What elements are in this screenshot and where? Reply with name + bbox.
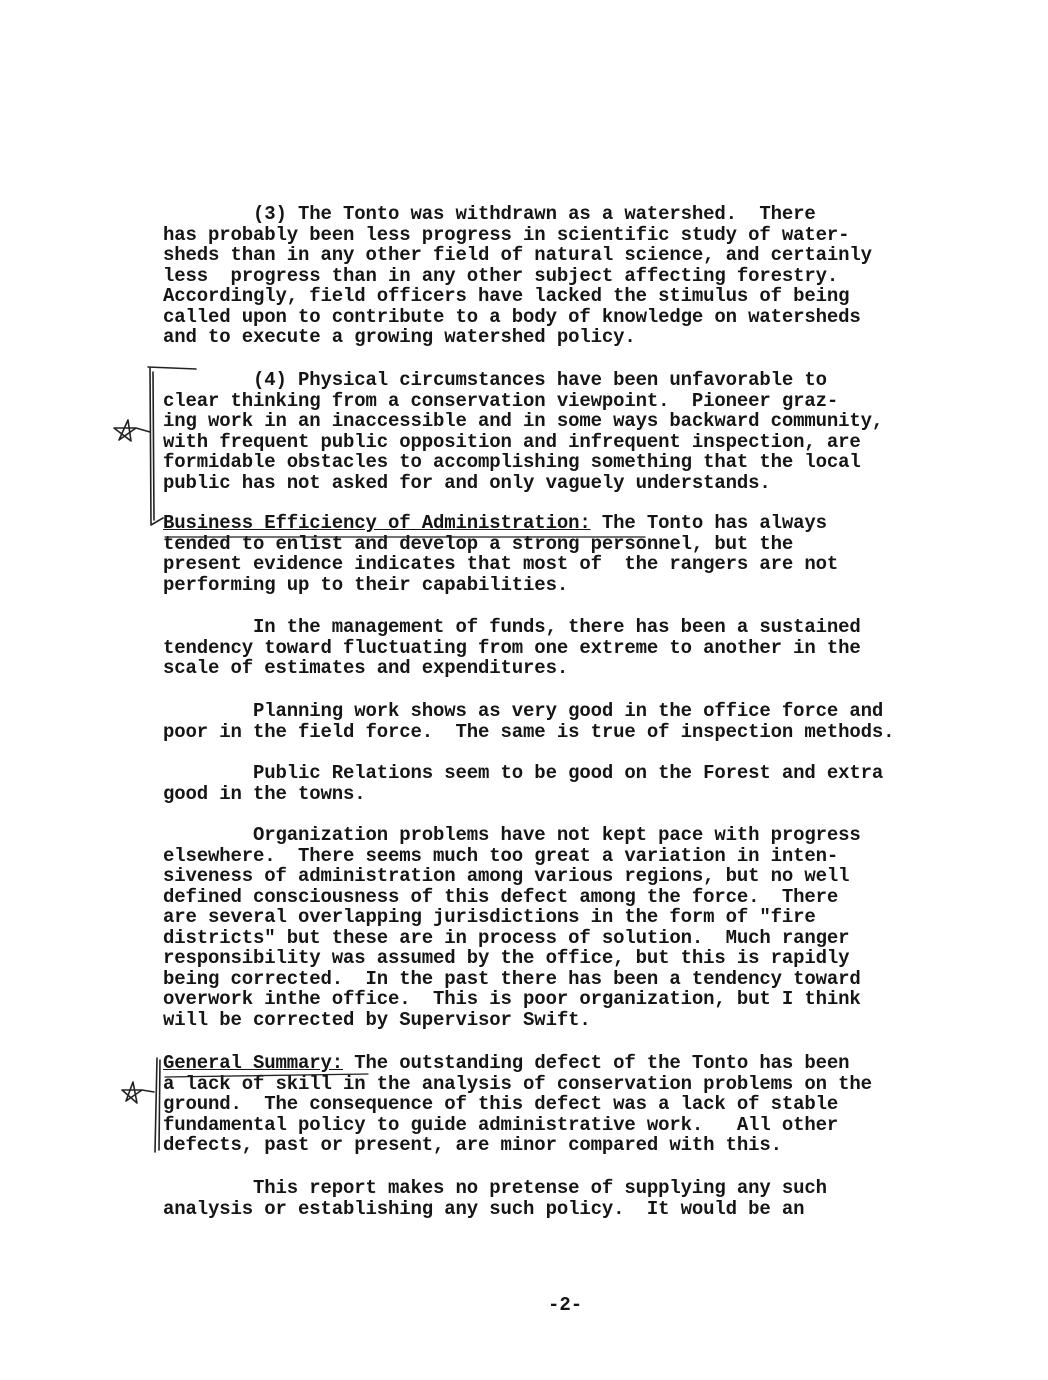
text-line: (4) Physical circumstances have been unfavorable to	[163, 369, 827, 391]
margin-bracket-2	[155, 1058, 160, 1152]
text-line: Business Efficiency of Administration: The Tonto has always	[163, 512, 827, 534]
text-line: being corrected. In the past there has been a tendency toward	[163, 967, 861, 990]
section-heading: General Summary:	[163, 1052, 344, 1074]
text-line: present evidence indicates that most of the rangers are not	[163, 553, 839, 575]
text-line: General Summary: The outstanding defect of the Tonto has been	[163, 1052, 850, 1074]
text-line: siveness of administration among various regions, but no well	[163, 865, 850, 887]
text-line: less progress than in any other subject affecting forestry.	[163, 264, 839, 287]
text-line: Accordingly, field officers have lacked the stimulus of being	[163, 285, 850, 307]
text-line: and to execute a growing watershed policy.	[163, 326, 636, 348]
text-line: ground. The consequence of this defect was a lack of stable	[163, 1093, 839, 1115]
margin-bracket-1b	[153, 372, 154, 520]
text-line: public has not asked for and only vaguely understands.	[163, 471, 771, 494]
text-line: sheds than in any other field of natural science, and certainly	[163, 244, 872, 266]
text-line: defined consciousness of this defect among the force. There	[163, 885, 839, 908]
text-line: performing up to their capabilities.	[163, 573, 569, 596]
text-line: Public Relations seem to be good on the Forest and extra	[163, 762, 884, 784]
text-line: formidable obstacles to accomplishing something that the local	[163, 451, 861, 473]
text-line: good in the towns.	[163, 782, 366, 805]
text-line: In the management of funds, there has been a sustained	[163, 616, 861, 638]
text-line: ing work in an inaccessible and in some ways backward community,	[163, 410, 884, 432]
text-line: are several overlapping jurisdictions in the form of "fire	[163, 906, 816, 928]
star-mark-icon	[114, 420, 150, 441]
text-line: a lack of skill in the analysis of conservation problems on the	[163, 1072, 872, 1095]
text-line: elsewhere. There seems much too great a variation in inten-	[163, 844, 839, 867]
text-line: tendency toward fluctuating from one extreme to another in the	[163, 636, 861, 659]
strike-line-2	[165, 1074, 368, 1077]
text-line: will be corrected by Supervisor Swift.	[163, 1008, 591, 1031]
text-line: responsibility was assumed by the office, but this is rapidly	[163, 947, 850, 969]
margin-bracket-1	[148, 367, 196, 525]
text-line: scale of estimates and expenditures.	[163, 657, 569, 679]
text-line: overwork inthe office. This is poor organization, but I think	[163, 988, 861, 1010]
text-line: districts" but these are in process of solution. Much ranger	[163, 926, 850, 949]
text-line: with frequent public opposition and infrequent inspection, are	[163, 430, 861, 453]
text-line: Organization problems have not kept pace with progress	[163, 824, 861, 846]
text-line: defects, past or present, are minor compared with this.	[163, 1134, 782, 1156]
text-line: fundamental policy to guide administrative work. All other	[163, 1113, 839, 1136]
text-line: called upon to contribute to a body of knowledge on watersheds	[163, 305, 861, 328]
text-line: clear thinking from a conservation viewpoint. Pioneer graz-	[163, 389, 839, 412]
text-line: poor in the field force. The same is true of inspection methods.	[163, 720, 895, 743]
text-line: Planning work shows as very good in the office force and	[163, 700, 884, 722]
text-line: tended to enlist and develop a strong personnel, but the	[163, 532, 794, 555]
section-heading: Business Efficiency of Administration:	[163, 512, 591, 534]
text-line: (3) The Tonto was withdrawn as a watershed. There	[163, 203, 816, 225]
text-line: has probably been less progress in scientific study of water-	[163, 223, 850, 246]
text-line: This report makes no pretense of supplying any such	[163, 1177, 827, 1199]
star-mark-icon-2	[122, 1082, 154, 1103]
text-line: analysis or establishing any such policy. It would be an	[163, 1197, 805, 1220]
page-number: -2-	[548, 1294, 583, 1316]
